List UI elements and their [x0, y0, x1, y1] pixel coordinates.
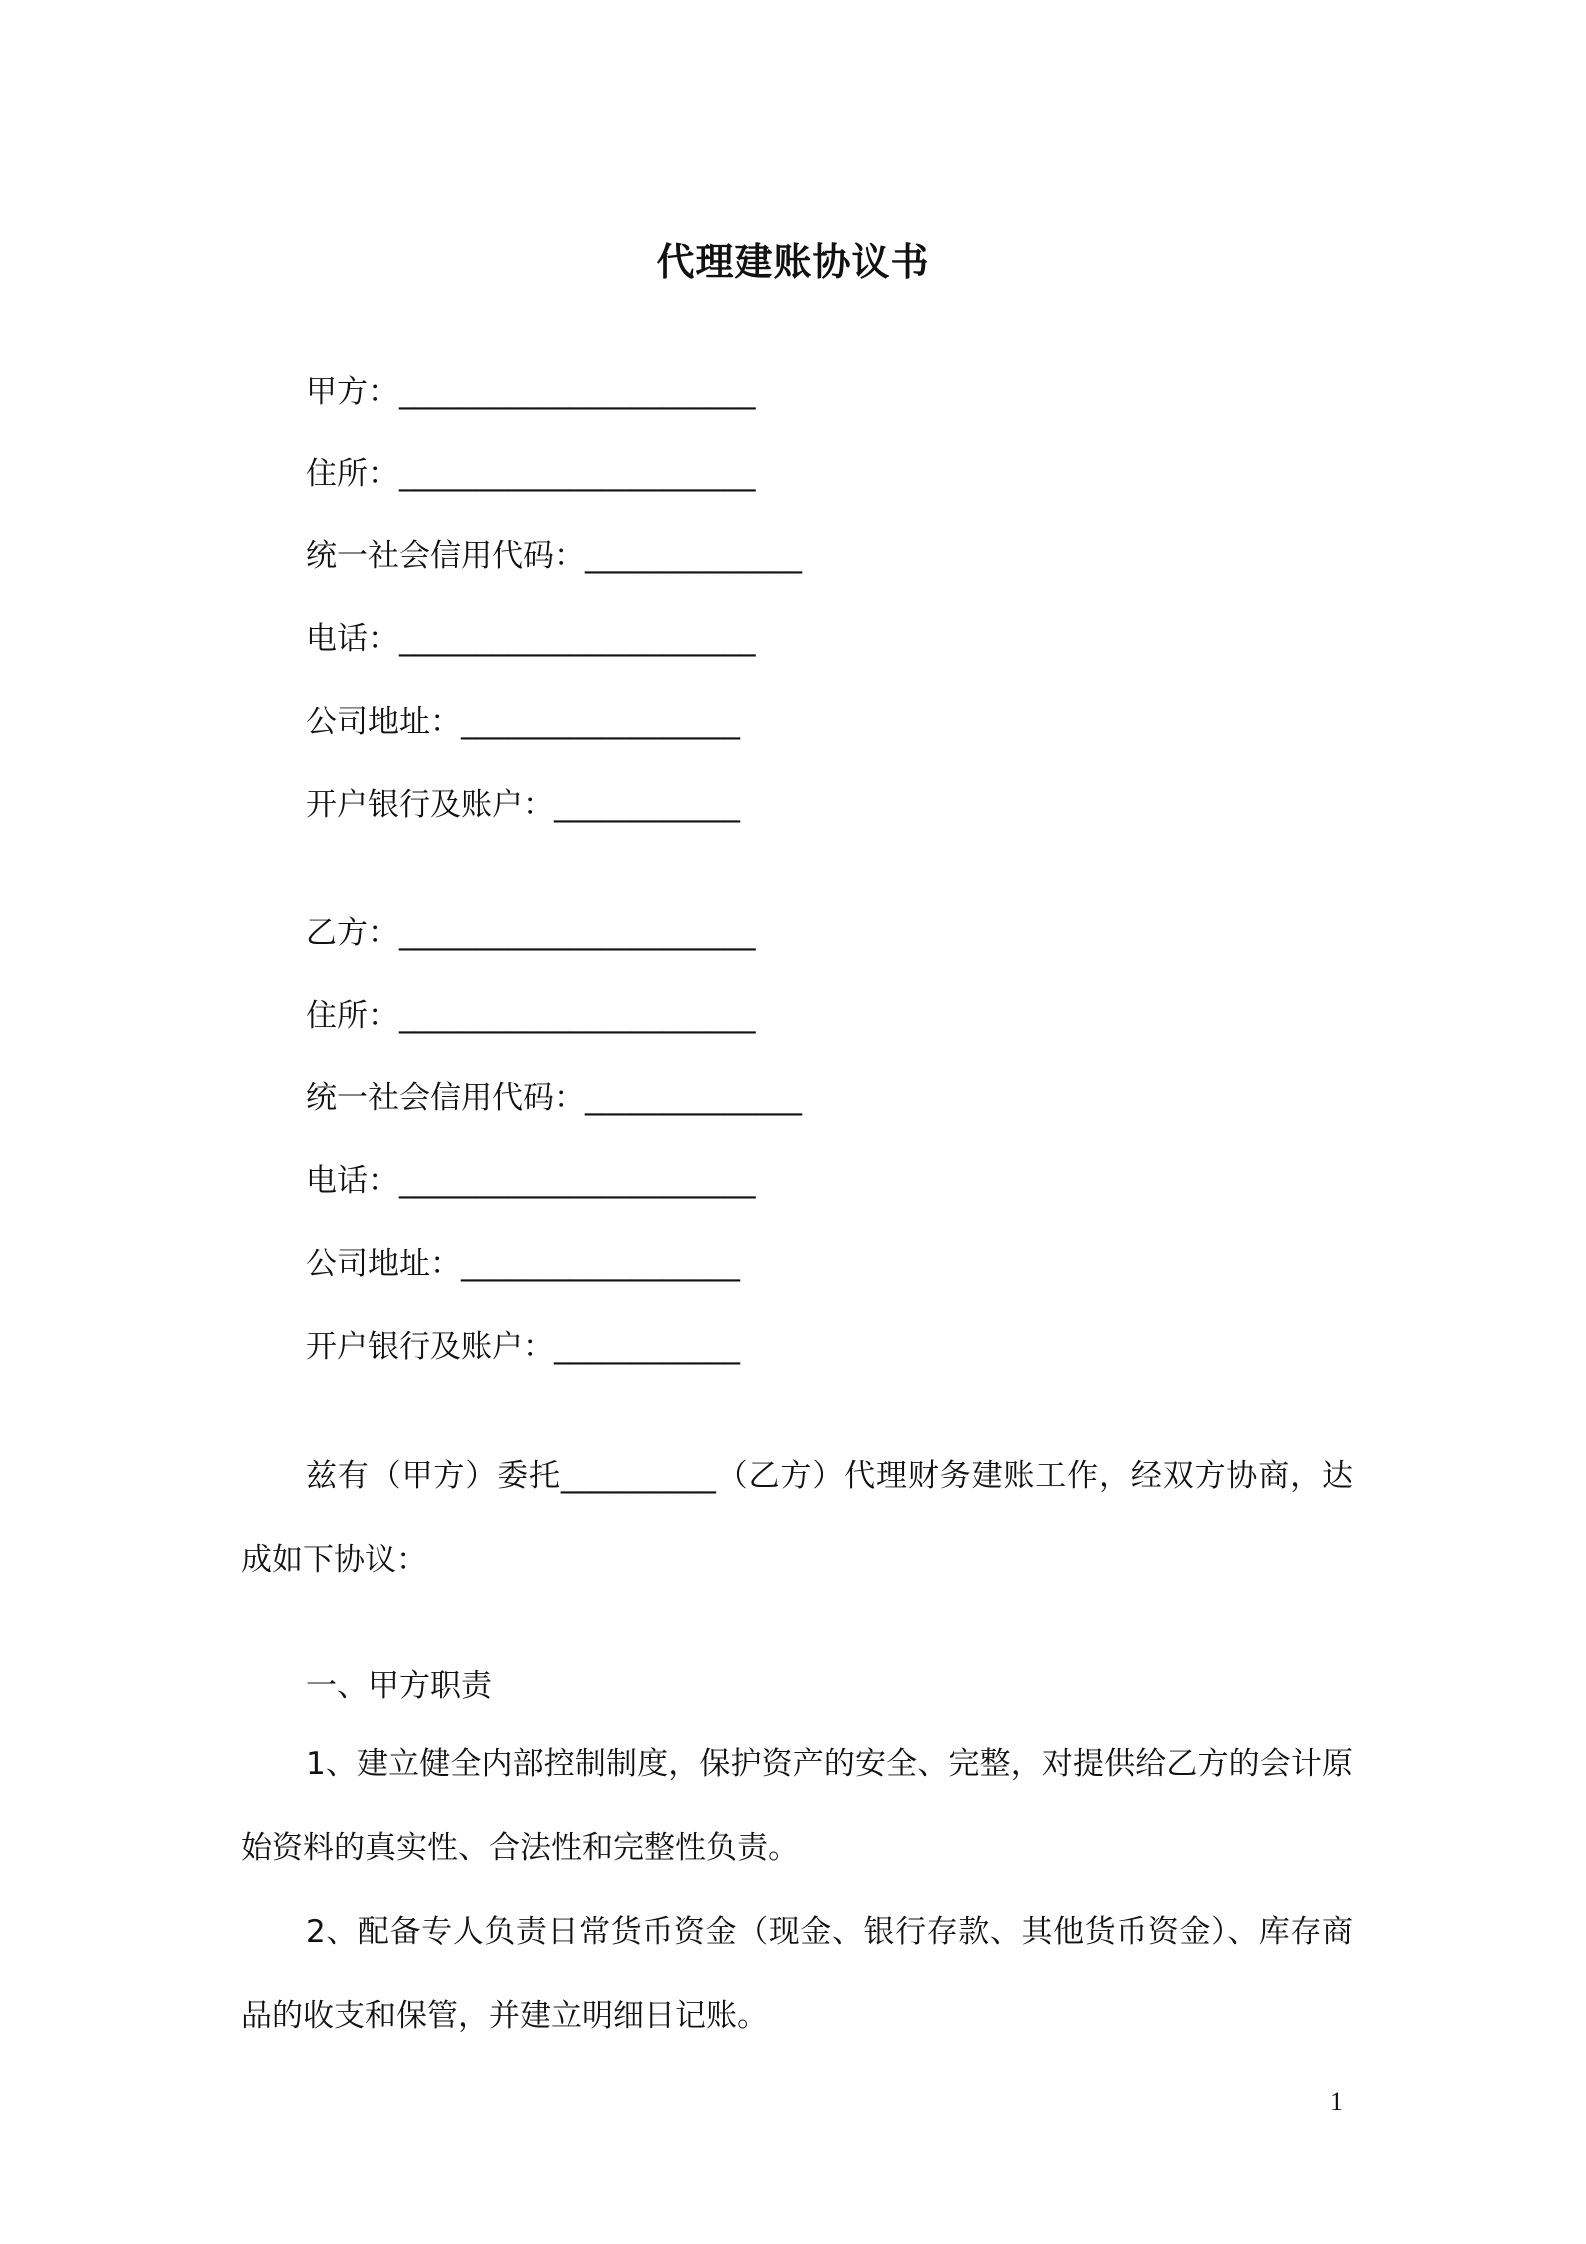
party-a-residence-field: 住所：_______________________	[306, 456, 756, 492]
intro-paragraph: 兹有（甲方）委托__________（乙方）代理财务建账工作，经双方协商，达成如下协议：	[241, 1458, 1353, 1578]
party-a-address-field: 公司地址：__________________	[306, 704, 740, 740]
party-a-name-field: 甲方：_______________________	[306, 374, 756, 410]
party-a-bank-field: 开户银行及账户：____________	[306, 787, 740, 823]
party-b-credit-code-field: 统一社会信用代码：______________	[306, 1080, 802, 1116]
party-b-address-field: 公司地址：__________________	[306, 1246, 740, 1282]
page-number: 1	[1330, 2087, 1343, 2116]
party-b-residence-field: 住所：_______________________	[306, 998, 756, 1034]
party-b-phone-field: 电话：_______________________	[306, 1163, 756, 1199]
party-a-credit-code-field: 统一社会信用代码：______________	[306, 538, 802, 574]
document-title: 代理建账协议书	[656, 240, 930, 284]
section-1-item-2: 2、配备专人负责日常货币资金（现金、银行存款、其他货币资金）、库存商品的收支和保管，并建立明细日记账。	[241, 1914, 1353, 2034]
party-b-name-field: 乙方：_______________________	[306, 915, 756, 951]
party-a-phone-field: 电话：_______________________	[306, 621, 756, 657]
section-1-heading: 一、甲方职责	[306, 1668, 492, 1704]
party-b-bank-field: 开户银行及账户：____________	[306, 1329, 740, 1365]
section-1-item-1: 1、建立健全内部控制制度，保护资产的安全、完整，对提供给乙方的会计原始资料的真实性、合法性和完整性负责。	[241, 1746, 1353, 1866]
